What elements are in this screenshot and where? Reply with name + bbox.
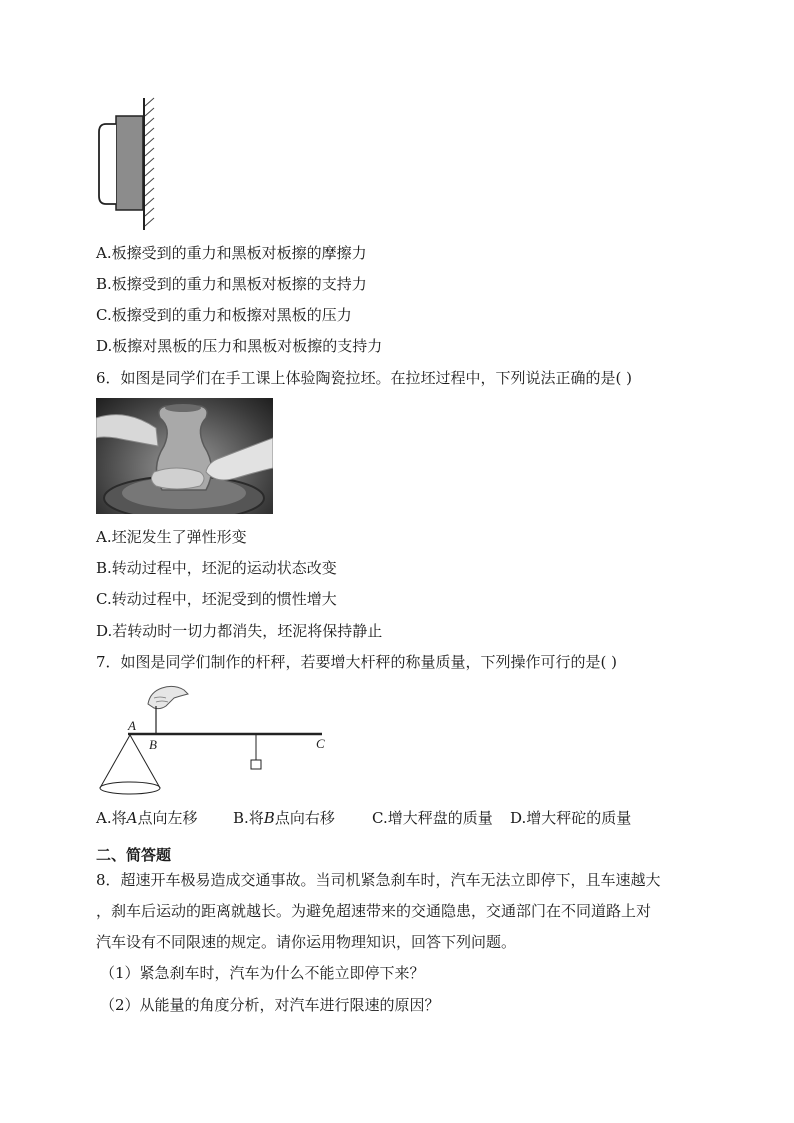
option-q5-d: D.板擦对黑板的压力和黑板对板擦的支持力	[96, 337, 383, 355]
option-q5-c: C.板擦受到的重力和板擦对黑板的压力	[96, 306, 352, 324]
steelyard-figure	[96, 684, 336, 802]
pottery-throwing-photo	[96, 398, 273, 514]
option-q7-d: D.增大秤砣的质量	[510, 809, 632, 827]
option-q5-a: A.板擦受到的重力和黑板对板擦的摩擦力	[96, 244, 367, 262]
question-8-line-1: 8．超速开车极易造成交通事故。当司机紧急刹车时，汽车无法立即停下，且车速越大	[96, 871, 661, 889]
option-q7-a: A.将A点向左移	[96, 809, 198, 827]
question-7-stem: 7．如图是同学们制作的杆秤，若要增大杆秤的称量质量，下列操作可行的是( )	[96, 653, 618, 671]
option-q6-d: D.若转动时一切力都消失，坯泥将保持静止	[96, 622, 383, 640]
section-heading: 二、简答题	[96, 846, 172, 864]
steelyard-weight	[251, 735, 261, 769]
question-8-line-2: ，刹车后运动的距离就越长。为避免超速带来的交通隐患，交通部门在不同道路上对	[96, 902, 652, 920]
hand-icon	[148, 686, 188, 708]
option-q7-c: C.增大秤盘的质量	[372, 809, 493, 827]
label-a: A	[128, 718, 136, 733]
label-b: B	[149, 737, 157, 752]
question-8-sub-2: （2）从能量的角度分析，对汽车进行限速的原因？	[100, 996, 440, 1014]
question-6-stem: 6．如图是同学们在手工课上体验陶瓷拉坯。在拉坯过程中，下列说法正确的是( )	[96, 369, 633, 387]
eraser-on-blackboard-figure	[96, 96, 166, 232]
question-8-line-3: 汽车设有不同限速的规定。请你运用物理知识，回答下列问题。	[96, 933, 517, 951]
label-c: C	[316, 736, 325, 751]
option-q6-b: B.转动过程中，坯泥的运动状态改变	[96, 559, 337, 577]
option-q6-a: A.坯泥发生了弹性形变	[96, 528, 247, 546]
option-q5-b: B.板擦受到的重力和黑板对板擦的支持力	[96, 275, 367, 293]
option-q6-c: C.转动过程中，坯泥受到的惯性增大	[96, 590, 337, 608]
option-q7-b: B.将B点向右移	[233, 809, 335, 827]
question-8-sub-1: （1）紧急刹车时，汽车为什么不能立即停下来？	[100, 964, 425, 982]
